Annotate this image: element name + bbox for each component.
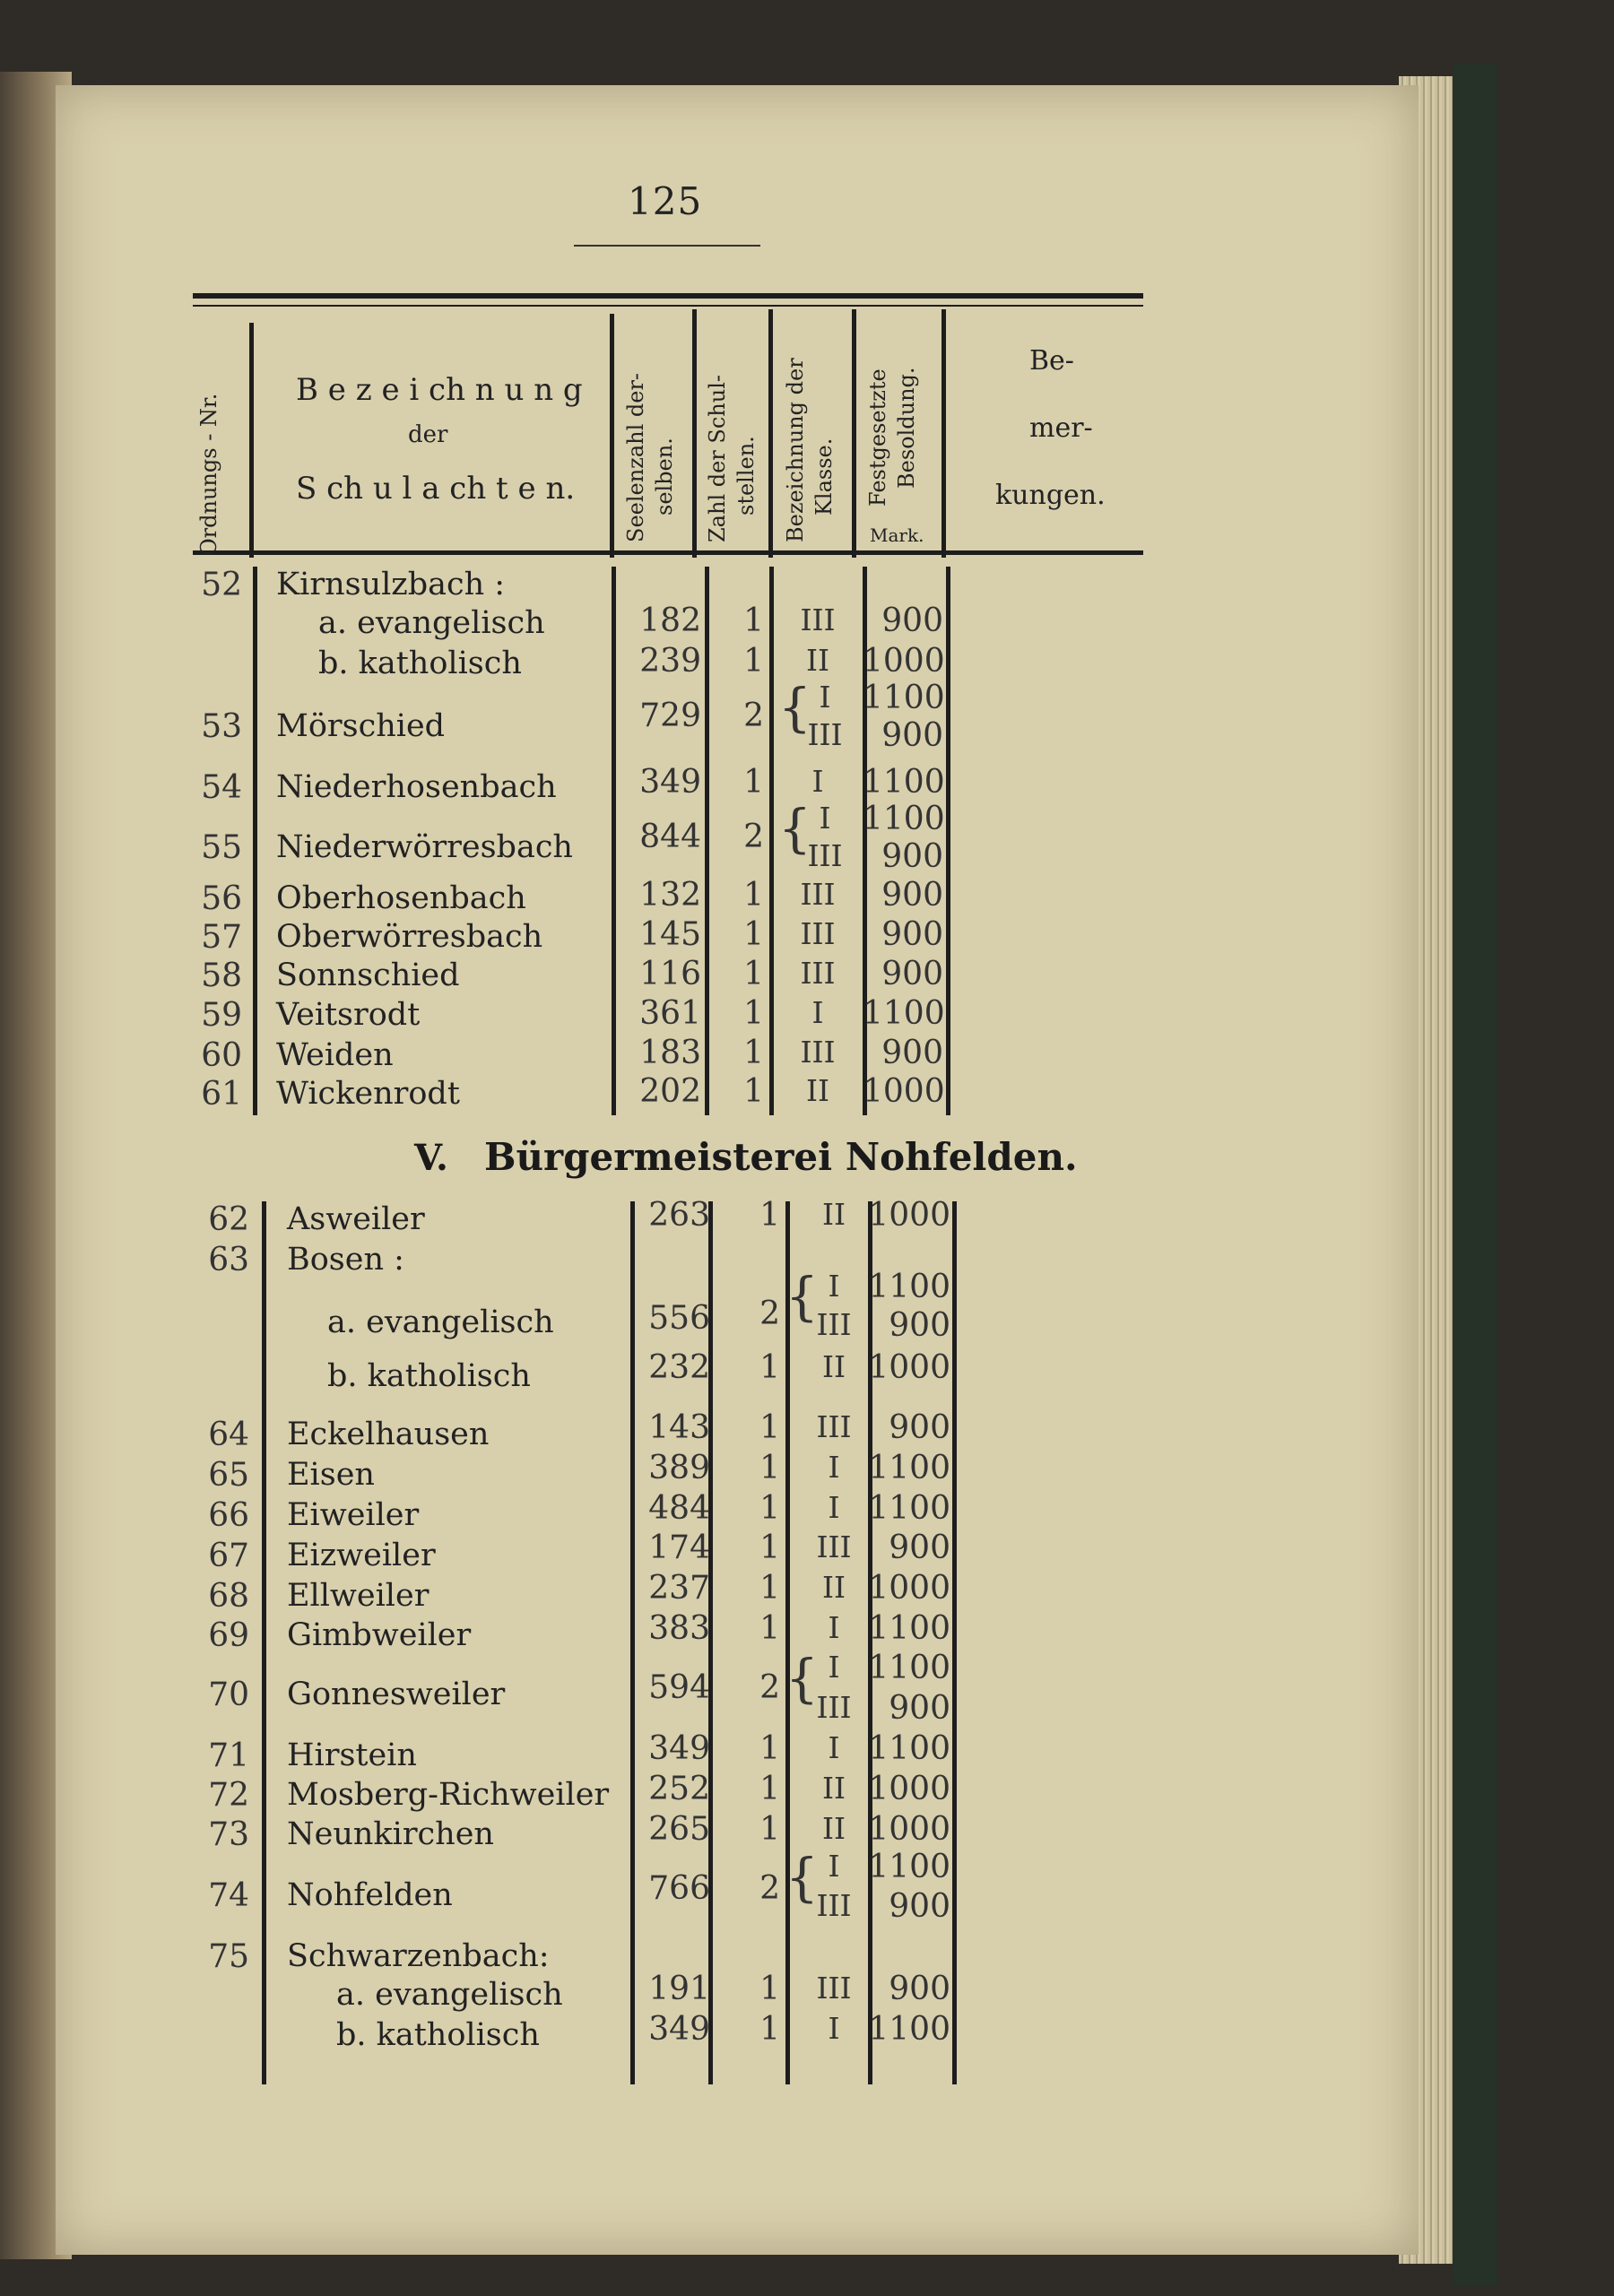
zahl-schulstellen: 1 [743,877,764,914]
seelenzahl: 556 [648,1300,710,1337]
klasse: I [828,1490,840,1525]
ordnungs-nr: 58 [201,957,242,994]
seelenzahl: 729 [639,697,701,734]
school-name: Nohfelden [287,1877,453,1913]
ordnungs-nr: 71 [208,1737,249,1774]
book-cover [1453,63,1497,2286]
besoldung: 1000 [863,1073,945,1110]
seelenzahl: 237 [648,1570,710,1607]
header-bemerkungen-2: mer- [1029,412,1093,444]
ordnungs-nr: 68 [208,1578,249,1615]
seelenzahl: 232 [648,1349,710,1386]
seelenzahl: 484 [648,1490,710,1527]
school-name: Oberhosenbach [276,880,526,916]
header-divider [249,323,254,558]
klasse: II [821,1771,846,1806]
klasse: I [828,1269,840,1304]
seelenzahl: 143 [648,1409,710,1446]
header-mark: Mark. [870,524,924,546]
seelenzahl: 263 [648,1197,710,1234]
klasse: III [800,1035,836,1070]
column-rule [262,1201,266,2084]
brace-icon: { [785,1847,819,1908]
zahl-schulstellen: 1 [743,1073,764,1110]
school-name: Gimbweiler [287,1617,472,1653]
klasse: III [816,1409,852,1444]
school-name: Niederwörresbach [276,829,573,865]
column-rule [612,567,616,1115]
brace-icon: { [778,798,811,859]
besoldung: 1100 [868,1490,950,1527]
brace-icon: { [778,677,811,738]
ordnungs-nr: 69 [208,1617,249,1654]
zahl-schulstellen: 1 [743,602,764,639]
header-zahl-schulstellen: Zahl der Schul- [705,375,730,542]
klasse: I [811,764,824,799]
ordnungs-nr: 62 [208,1201,249,1238]
school-name: a. evangelisch [336,1977,563,2013]
school-name: Asweiler [287,1201,425,1237]
seelenzahl: 183 [639,1035,701,1071]
klasse: III [816,1529,852,1564]
school-name: Weiden [276,1037,394,1073]
school-name: Ellweiler [287,1578,430,1614]
school-name: b. katholisch [327,1358,531,1394]
header-bottom-rule [193,550,1143,555]
header-seelenzahl-2: selben. [652,438,677,516]
besoldung: 1100 [868,1650,950,1686]
seelenzahl: 594 [648,1669,710,1706]
besoldung: 900 [889,1690,950,1727]
zahl-schulstellen: 2 [743,819,764,855]
seelenzahl: 202 [639,1073,701,1110]
header-divider [610,314,614,558]
school-name: Bosen : [287,1242,404,1278]
besoldung: 900 [889,1888,950,1925]
school-name: Wickenrodt [276,1076,460,1112]
seelenzahl: 132 [639,877,701,914]
besoldung: 900 [881,877,943,914]
ordnungs-nr: 60 [201,1037,242,1074]
school-name: Eisen [287,1457,375,1493]
besoldung: 1100 [863,764,945,801]
school-name: a. evangelisch [327,1304,554,1340]
ordnungs-nr: 74 [208,1877,249,1914]
school-name: Neunkirchen [287,1816,494,1852]
zahl-schulstellen: 1 [743,995,764,1032]
besoldung: 900 [889,1971,950,2007]
header-besoldung: Festgesetzte [865,368,890,507]
ordnungs-nr: 61 [201,1076,242,1113]
school-name: Gonnesweiler [287,1677,506,1712]
ordnungs-nr: 67 [208,1538,249,1574]
besoldung: 900 [881,602,943,639]
page-number: 125 [628,179,703,223]
klasse: II [821,1349,846,1384]
school-name: Kirnsulzbach : [276,567,506,602]
school-name: Veitsrodt [276,997,421,1033]
klasse: I [828,1650,840,1685]
besoldung: 1000 [868,1197,950,1234]
ordnungs-nr: 57 [201,919,242,956]
column-rule [785,1201,790,2084]
brace-icon: { [785,1648,819,1709]
seelenzahl: 116 [639,956,701,992]
section-title: Bürgermeisterei Nohfelden. [484,1135,1078,1179]
besoldung: 1100 [863,995,945,1032]
besoldung: 900 [881,916,943,953]
school-name: Eckelhausen [287,1417,490,1452]
header-bezeichnung-klasse-2: Klasse. [811,438,837,516]
besoldung: 900 [889,1529,950,1566]
ordnungs-nr: 73 [208,1816,249,1853]
zahl-schulstellen: 1 [759,1409,780,1446]
seelenzahl: 239 [639,643,701,680]
besoldung: 1100 [868,2011,950,2048]
zahl-schulstellen: 1 [743,956,764,992]
school-name: Schwarzenbach: [287,1938,550,1974]
zahl-schulstellen: 1 [759,1971,780,2007]
klasse: III [816,1971,852,2006]
zahl-schulstellen: 1 [759,1570,780,1607]
column-rule [253,567,257,1115]
klasse: III [807,838,843,873]
zahl-schulstellen: 1 [743,916,764,953]
zahl-schulstellen: 1 [759,1197,780,1234]
zahl-schulstellen: 1 [743,764,764,801]
column-rule [946,567,950,1115]
header-besoldung-2: Besoldung. [894,367,919,489]
seelenzahl: 145 [639,916,701,953]
header-divider [692,309,697,558]
ordnungs-nr: 63 [208,1242,249,1278]
header-seelenzahl: Seelenzahl der- [623,372,648,542]
header-divider [852,309,856,558]
besoldung: 1000 [868,1771,950,1807]
zahl-schulstellen: 2 [743,697,764,734]
school-name: Sonnschied [276,957,460,993]
zahl-schulstellen: 1 [759,2011,780,2048]
seelenzahl: 766 [648,1870,710,1907]
page-number-rule [574,245,760,247]
zahl-schulstellen: 1 [759,1610,780,1647]
zahl-schulstellen: 2 [759,1295,780,1332]
klasse: I [828,1610,840,1645]
school-name: Mörschied [276,708,446,744]
zahl-schulstellen: 2 [759,1870,780,1907]
column-rule [769,567,774,1115]
klasse: I [828,1450,840,1485]
school-name: b. katholisch [336,2017,540,2053]
seelenzahl: 349 [648,1730,710,1767]
header-bemerkungen-3: kungen. [995,480,1106,511]
ordnungs-nr: 59 [201,997,242,1034]
zahl-schulstellen: 1 [759,1349,780,1386]
seelenzahl: 383 [648,1610,710,1647]
zahl-schulstellen: 1 [759,1771,780,1807]
zahl-schulstellen: 1 [759,1730,780,1767]
ordnungs-nr: 53 [201,708,242,745]
klasse: III [800,602,836,637]
school-name: Hirstein [287,1737,417,1773]
klasse: III [816,1307,852,1342]
school-name: Eizweiler [287,1538,436,1573]
seelenzahl: 191 [648,1971,710,2007]
zahl-schulstellen: 2 [759,1669,780,1706]
klasse: II [805,1073,830,1108]
header-ordnungs-nr: Ordnungs - Nr. [196,393,221,556]
klasse: III [816,1690,852,1725]
table-top-rule [193,293,1143,299]
besoldung: 1100 [868,1450,950,1486]
besoldung: 900 [881,956,943,992]
besoldung: 900 [881,1035,943,1071]
ordnungs-nr: 70 [208,1677,249,1713]
besoldung: 1100 [868,1730,950,1767]
ordnungs-nr: 72 [208,1777,249,1814]
besoldung: 1000 [868,1349,950,1386]
brace-icon: { [785,1266,819,1327]
seelenzahl: 252 [648,1771,710,1807]
klasse: II [821,1570,846,1605]
besoldung: 1100 [868,1849,950,1885]
zahl-schulstellen: 1 [743,1035,764,1071]
seelenzahl: 389 [648,1450,710,1486]
header-divider [768,309,773,558]
header-bezeichnung-klasse: Bezeichnung der [783,358,808,542]
seelenzahl: 174 [648,1529,710,1566]
ordnungs-nr: 54 [201,769,242,806]
klasse: III [800,956,836,991]
school-name: Mosberg-Richweiler [287,1777,610,1813]
zahl-schulstellen: 1 [759,1450,780,1486]
klasse: I [811,995,824,1030]
ordnungs-nr: 75 [208,1938,249,1975]
section-numeral: V. [414,1137,448,1179]
besoldung: 1100 [868,1610,950,1647]
zahl-schulstellen: 1 [743,643,764,680]
ordnungs-nr: 64 [208,1417,249,1453]
klasse: I [828,1730,840,1765]
header-schulachten: S ch u l a ch t e n. [296,471,576,507]
klasse: III [800,916,836,951]
ordnungs-nr: 66 [208,1497,249,1534]
besoldung: 900 [889,1409,950,1446]
zahl-schulstellen: 1 [759,1490,780,1527]
besoldung: 1100 [868,1269,950,1305]
klasse: III [816,1888,852,1923]
school-name: Eiweiler [287,1497,420,1533]
seelenzahl: 349 [648,2011,710,2048]
ordnungs-nr: 55 [201,829,242,866]
school-name: b. katholisch [318,645,522,681]
klasse: II [821,1811,846,1846]
klasse: I [819,801,831,836]
besoldung: 900 [881,838,943,875]
klasse: III [807,717,843,752]
ordnungs-nr: 52 [201,567,242,603]
header-bemerkungen-1: Be- [1029,345,1074,377]
table-top-rule-thin [193,305,1143,307]
besoldung: 1100 [863,680,945,716]
zahl-schulstellen: 1 [759,1529,780,1566]
ordnungs-nr: 56 [201,880,242,917]
zahl-schulstellen: 1 [759,1811,780,1848]
besoldung: 1000 [863,643,945,680]
seelenzahl: 182 [639,602,701,639]
besoldung: 900 [881,717,943,754]
header-zahl-schulstellen-2: stellen. [733,436,759,516]
klasse: II [821,1197,846,1232]
besoldung: 1000 [868,1570,950,1607]
header-der: der [408,421,448,448]
seelenzahl: 265 [648,1811,710,1848]
klasse: III [800,877,836,912]
klasse: I [828,1849,840,1884]
school-name: Oberwörresbach [276,919,543,955]
header-divider [941,309,946,558]
klasse: II [805,643,830,678]
seelenzahl: 844 [639,819,701,855]
header-bezeichnung: B e z e i ch n u n g [296,372,583,408]
besoldung: 900 [889,1307,950,1344]
seelenzahl: 349 [639,764,701,801]
besoldung: 1100 [863,801,945,837]
seelenzahl: 361 [639,995,701,1032]
klasse: I [819,680,831,715]
school-name: a. evangelisch [318,605,545,641]
klasse: I [828,2011,840,2046]
column-rule [952,1201,957,2084]
besoldung: 1000 [868,1811,950,1848]
ordnungs-nr: 65 [208,1457,249,1494]
school-name: Niederhosenbach [276,769,557,805]
